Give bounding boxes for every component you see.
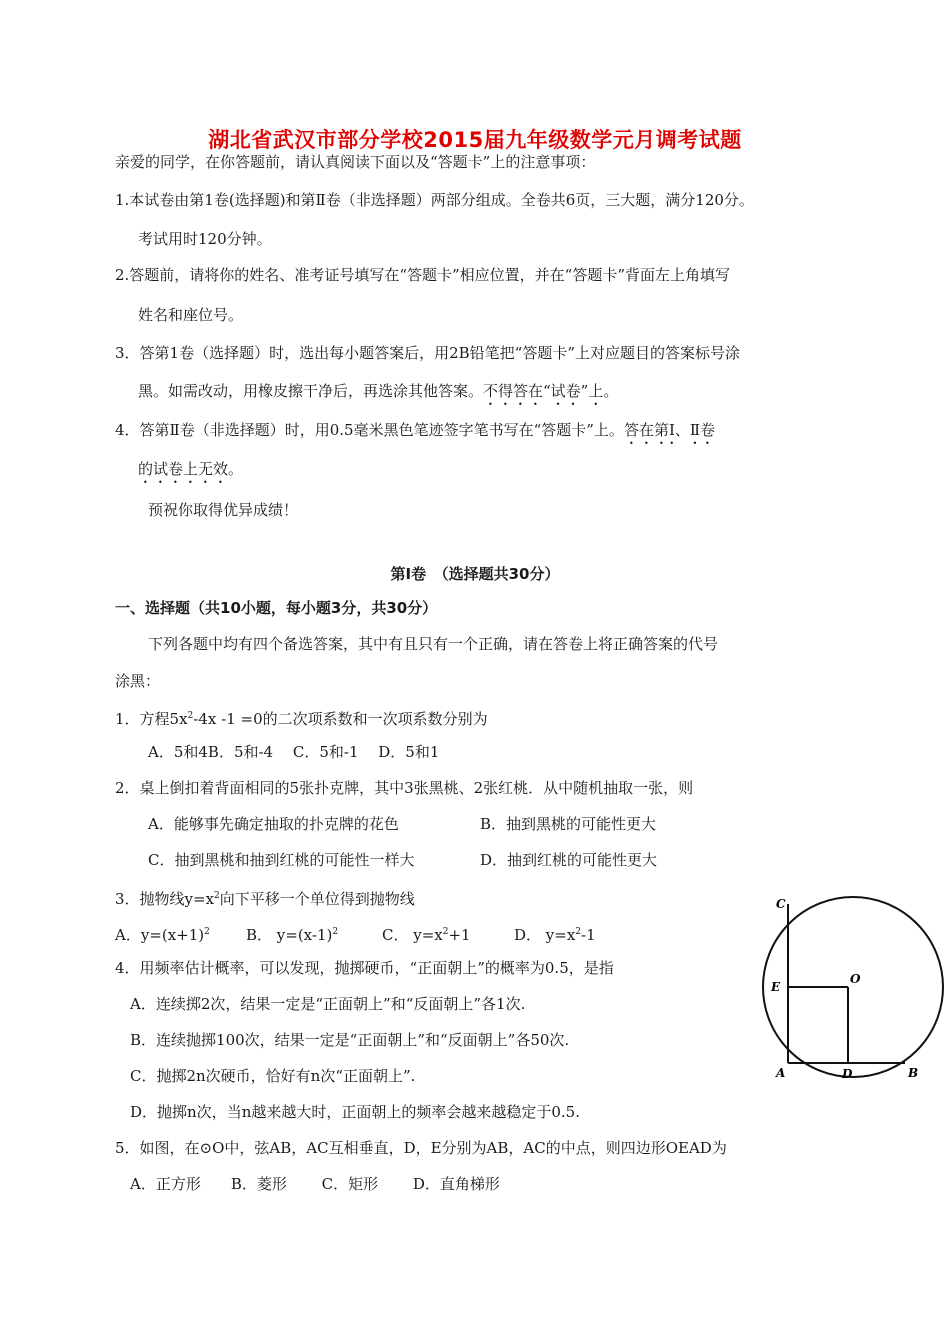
intro-text: 亲爱的同学，在你答题前，请认真阅读下面以及“答题卡”上的注意事项：: [115, 153, 596, 171]
question-5-stem: 5．如图，在⊙O中，弦AB，AC互相垂直，D，E分别为AB，AC的中点，则四边形OEAD为: [115, 1139, 727, 1157]
note-4-emphasis-2: 的试卷上无效: [138, 460, 229, 478]
q3-b-text: B． y=(x-1): [246, 926, 333, 944]
question-5-options: A．正方形 B．菱形 C．矩形 D．直角梯形: [130, 1175, 500, 1193]
q3-d-sup: 2: [575, 927, 582, 937]
question-3-option-c: [382, 922, 471, 945]
note-3-emphasis: 不得答在“试卷”上: [483, 382, 604, 400]
note-2-line-2: 姓名和座位号。: [138, 306, 244, 324]
q3-d-text: D． y=x: [514, 926, 576, 944]
label-c: C: [776, 897, 786, 911]
q3-d-end: -1: [581, 926, 596, 944]
note-1-line-2: 考试用时120分钟。: [138, 230, 272, 248]
q3-c-text: C． y=x: [382, 926, 443, 944]
q3-a-text: A．y=(x+1): [115, 926, 205, 944]
q3-stem-b: 向下平移一个单位得到抛物线: [219, 890, 415, 908]
label-d: D: [842, 1067, 853, 1078]
note-3-line-2: [138, 381, 618, 409]
q3-sup: 2: [214, 891, 220, 901]
section-title: 第Ⅰ卷 （选择题共30分）: [390, 565, 560, 583]
question-4-stem: 4．用频率估计概率，可以发现，抛掷硬币，“正面朝上”的概率为0.5，是指: [115, 959, 614, 977]
q3-c-end: +1: [448, 926, 471, 944]
question-2-option-c: C．抽到黑桃和抽到红桃的可能性一样大: [148, 851, 415, 869]
part-instructions-1: 下列各题中均有四个备选答案，其中有且只有一个正确，请在答卷上将正确答案的代号: [148, 635, 719, 653]
q3-stem-a: 3．抛物线y=x: [115, 890, 215, 908]
label-o: O: [850, 972, 861, 986]
q3-c-sup: 2: [442, 927, 449, 937]
wish-text: 预祝你取得优异成绩！: [148, 501, 299, 519]
question-1-options: A．5和4B．5和-4 C．5和-1 D．5和1: [148, 743, 440, 761]
note-4-emphasis: 答在第Ⅰ、Ⅱ卷: [623, 421, 716, 439]
question-1-stem: [115, 706, 488, 729]
note-4-end: 。: [228, 460, 244, 478]
note-2-line-1: 2.答题前，请将你的姓名、准考证号填写在“答题卡”相应位置，并在“答题卡”背面左上角填写: [115, 266, 730, 284]
question-4-option-c: C．抛掷2n次硬币，恰好有n次“正面朝上”.: [130, 1067, 416, 1085]
circle-figure: [752, 888, 948, 1078]
note-3-end: 。: [603, 382, 619, 400]
label-b: B: [908, 1066, 919, 1078]
question-2-stem: 2．桌上倒扣着背面相同的5张扑克牌，其中3张黑桃、2张红桃．从中随机抽取一张，则: [115, 779, 694, 797]
note-1-line-1: 1.本试卷由第1卷(选择题)和第Ⅱ卷（非选择题）两部分组成。全卷共6页，三大题，满分120分。: [115, 191, 754, 209]
q1-sup: 2: [187, 711, 194, 721]
q3-a-sup: 2: [204, 927, 210, 937]
question-2-option-b: B．抽到黑桃的可能性更大: [480, 815, 657, 833]
q3-b-sup: 2: [332, 927, 339, 937]
question-4-option-a: A．连续掷2次，结果一定是“正面朝上”和“反面朝上”各1次.: [130, 995, 526, 1013]
question-3-stem: [115, 886, 415, 909]
question-2-option-d: D．抽到红桃的可能性更大: [480, 851, 658, 869]
question-3-option-d: [514, 922, 596, 945]
question-3-option-b: [246, 922, 338, 945]
note-4-line-2: [138, 459, 243, 487]
note-3-line-1: 3．答第1卷（选择题）时，选出每小题答案后，用2B铅笔把“答题卡”上对应题目的答案标号涂: [115, 344, 740, 362]
part-instructions-2: 涂黑：: [115, 672, 161, 690]
question-4-option-b: B．连续抛掷100次，结果一定是“正面朝上”和“反面朝上”各50次.: [130, 1031, 570, 1049]
question-3-option-a: [115, 922, 210, 945]
label-e: E: [771, 980, 781, 994]
page-title: 湖北省武汉市部分学校2015届九年级数学元月调考试题: [208, 128, 742, 152]
label-a: A: [776, 1066, 786, 1078]
note-4-line-1: [115, 420, 715, 448]
note-3-text: 黑。如需改动，用橡皮擦干净后，再选涂其他答案。: [138, 382, 484, 400]
part-heading: 一、选择题（共10小题，每小题3分，共30分）: [115, 599, 438, 617]
q1-stem-a: 1．方程5x: [115, 710, 188, 728]
note-4-text: 4．答第Ⅱ卷（非选择题）时，用0.5毫米黑色笔迹签字笔书写在“答题卡”上。: [115, 421, 624, 439]
q1-stem-b: -4x -1 =0的二次项系数和一次项系数分别为: [193, 710, 488, 728]
question-2-option-a: A．能够事先确定抽取的扑克牌的花色: [148, 815, 399, 833]
question-4-option-d: D．抛掷n次，当n越来越大时，正面朝上的频率会越来越稳定于0.5.: [130, 1103, 580, 1121]
